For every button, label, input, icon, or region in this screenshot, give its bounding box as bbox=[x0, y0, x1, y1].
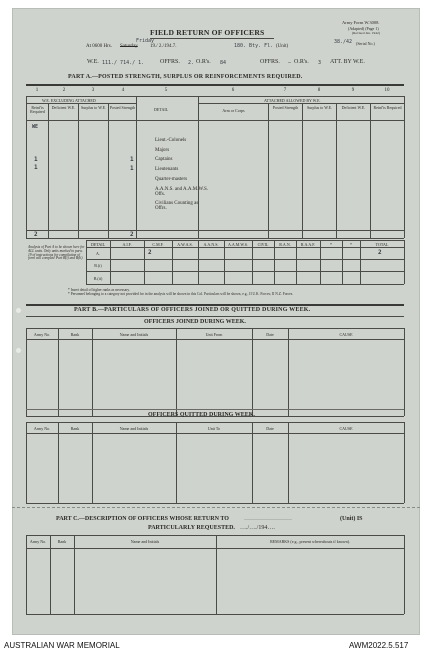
day-typed: Friday bbox=[136, 38, 155, 44]
grid-line bbox=[404, 422, 405, 503]
grid-line bbox=[404, 96, 405, 238]
grid-line bbox=[404, 328, 405, 416]
col-number: 8 bbox=[317, 88, 321, 93]
grid-line bbox=[26, 535, 404, 536]
grid-line bbox=[198, 96, 199, 238]
col-number: 3 bbox=[91, 88, 95, 93]
arm-corps-header: Arm or Corps bbox=[222, 108, 245, 113]
offrs-value: 2. bbox=[188, 60, 195, 66]
col-number: 7 bbox=[283, 88, 287, 93]
grid-line bbox=[26, 614, 404, 615]
offrs-att-label: OFFRS. bbox=[260, 59, 280, 65]
analysis-col-header: CIVIL bbox=[257, 242, 269, 247]
col-number: 4 bbox=[121, 88, 125, 93]
grid-line bbox=[216, 535, 217, 614]
grid-line bbox=[268, 103, 269, 238]
part-c-title-line2: PARTICULARLY REQUESTED. bbox=[148, 525, 235, 531]
ors-label: O.R's. bbox=[196, 59, 211, 65]
reinf-att-header: Reinf'ts Required bbox=[373, 105, 402, 110]
analysis-detail-header: DETAIL bbox=[90, 242, 106, 247]
reinf-entry: WE bbox=[32, 124, 39, 130]
grid-line bbox=[26, 535, 27, 614]
grid-line bbox=[48, 103, 49, 238]
offrs-att-value: – bbox=[288, 60, 292, 66]
time-label: At 0600 Hrs. bbox=[86, 44, 112, 49]
date-value: 19./ 2./194.7. bbox=[150, 44, 177, 49]
grid-line bbox=[176, 328, 177, 416]
grid-line bbox=[74, 535, 75, 614]
analysis-row-label: B.(ii) bbox=[93, 276, 103, 281]
analysis-aif-value: 2 bbox=[148, 249, 152, 256]
grid-line bbox=[252, 422, 253, 503]
part-a-rule bbox=[26, 84, 404, 86]
footer-accession-number: AWM2022.5.517 bbox=[349, 641, 409, 650]
analysis-col-header: A.A.M.W.S. bbox=[228, 242, 248, 247]
quitted-col-header: Date bbox=[266, 426, 274, 431]
we-label: W.E. bbox=[87, 59, 99, 65]
grid-line bbox=[252, 328, 253, 416]
rank-label: Quarter-masters bbox=[155, 177, 188, 182]
grid-line bbox=[26, 328, 27, 416]
part-c-col-header: REMARKS (e.g., present whereabouts if known). bbox=[270, 539, 350, 544]
analysis-row-label: B.(i) bbox=[94, 263, 102, 268]
fold-crease bbox=[12, 507, 420, 508]
grid-line bbox=[86, 247, 404, 248]
col-number: 1 bbox=[35, 88, 39, 93]
grid-line bbox=[26, 328, 404, 329]
grid-line bbox=[108, 103, 109, 238]
offrs-label: OFFRS. bbox=[160, 59, 180, 65]
col1-entry: 1 bbox=[34, 156, 38, 163]
col4-total: 2 bbox=[130, 231, 134, 238]
col4-entry: 1 bbox=[130, 165, 134, 172]
unit-value: 180. Bty. Fl. bbox=[234, 43, 274, 49]
punch-hole bbox=[16, 348, 21, 353]
analysis-col-header: TOTAL bbox=[375, 242, 389, 247]
grid-line bbox=[58, 422, 59, 503]
army-form-adapted: (Adapted) (Page 1) bbox=[348, 26, 379, 31]
part-c-date: …./…./194…. bbox=[240, 525, 275, 531]
title-underline bbox=[150, 38, 274, 39]
col4-entry: 1 bbox=[130, 156, 134, 163]
deficient-att-header: Deficient W.E. bbox=[341, 105, 366, 110]
col-number: 10 bbox=[384, 88, 390, 93]
footer-credit: AUSTRALIAN WAR MEMORIAL bbox=[4, 641, 120, 650]
grid-line bbox=[26, 230, 404, 231]
joined-col-header: CAUSE bbox=[339, 332, 353, 337]
part-b-title: PART B.—PARTICULARS OF OFFICERS JOINED OR QUITTED DURING WEEK. bbox=[74, 307, 311, 313]
grid-line bbox=[26, 548, 404, 549]
ors-att-label: O.R's. bbox=[294, 59, 309, 65]
grid-line bbox=[78, 103, 79, 238]
grid-line bbox=[26, 96, 27, 238]
grid-line bbox=[26, 316, 404, 317]
att-label: ATT. BY W.E. bbox=[330, 59, 365, 65]
grid-line bbox=[26, 409, 404, 410]
grid-line bbox=[176, 422, 177, 503]
joined-col-header: Rank bbox=[70, 332, 80, 337]
grid-line bbox=[26, 422, 404, 423]
quitted-col-header: Army No. bbox=[33, 426, 51, 431]
analysis-col-header: * bbox=[330, 242, 332, 247]
quitted-title: OFFICERS QUITTED DURING WEEK. bbox=[148, 412, 255, 418]
rank-label: Majors bbox=[155, 148, 170, 153]
quitted-col-header: CAUSE bbox=[339, 426, 353, 431]
grid-line bbox=[50, 535, 51, 614]
grid-line bbox=[58, 328, 59, 416]
grid-line bbox=[92, 422, 93, 503]
part-c-title: PART C.—DESCRIPTION OF OFFICERS WHOSE RETURN TO bbox=[56, 516, 229, 522]
serial-value: 38./42 bbox=[334, 39, 353, 45]
analysis-col-header: A.A.N.S. bbox=[203, 242, 219, 247]
grid-line bbox=[86, 284, 404, 285]
grid-line bbox=[26, 503, 404, 504]
serial-label: (Serial No.) bbox=[356, 41, 375, 46]
analysis-col-header: A.W.A.S. bbox=[177, 242, 193, 247]
footnote: * Insert detail of higher ranks as necessary. bbox=[68, 288, 130, 292]
joined-col-header: Army No. bbox=[33, 332, 51, 337]
analysis-total-value: 2 bbox=[378, 249, 382, 256]
grid-line bbox=[336, 103, 337, 238]
grid-line bbox=[92, 328, 93, 416]
posted-strength-att-header: Posted Strength bbox=[272, 105, 299, 110]
grid-line bbox=[370, 103, 371, 238]
part-c-col-header: Name and Initials bbox=[130, 539, 160, 544]
surplus-header: Surplus to W.E. bbox=[80, 105, 107, 110]
footnote: * Personnel belonging to a category not provided for in the analysis will be shown in this Col. Particulars will be shown, e.g., II U.K. Forces; II N.Z. Forces. bbox=[68, 292, 294, 296]
grid-line bbox=[26, 433, 404, 434]
col-number: 5 bbox=[164, 88, 168, 93]
grid-line bbox=[288, 422, 289, 503]
analysis-col-header: R.A.N. bbox=[279, 242, 291, 247]
grid-line bbox=[86, 240, 404, 241]
col-number: 2 bbox=[62, 88, 66, 93]
joined-col-header: Unit From bbox=[205, 332, 223, 337]
col-number: 9 bbox=[351, 88, 355, 93]
col1-total: 2 bbox=[34, 231, 38, 238]
grid-line bbox=[198, 103, 404, 104]
col1-entry: 1 bbox=[34, 164, 38, 171]
form-title: FIELD RETURN OF OFFICERS bbox=[150, 28, 265, 37]
posted-strength-header: Posted Strength bbox=[109, 105, 136, 110]
analysis-col-header: R.A.A.F. bbox=[300, 242, 316, 247]
rank-label: Civilians Counting as Offrs. bbox=[155, 201, 199, 212]
form-sheet bbox=[12, 8, 420, 635]
quitted-col-header: Name and Initials bbox=[119, 426, 149, 431]
grid-line bbox=[404, 240, 405, 284]
punch-hole bbox=[16, 308, 21, 313]
joined-col-header: Date bbox=[266, 332, 274, 337]
grid-line bbox=[302, 103, 303, 238]
grid-line bbox=[26, 103, 136, 104]
we-value: 111./ 714./ 1. bbox=[102, 60, 145, 66]
day-struck: Saturday bbox=[120, 44, 138, 49]
part-b-rule bbox=[26, 304, 404, 306]
joined-col-header: Name and Initials bbox=[119, 332, 149, 337]
part-a-title: PART A.—POSTED STRENGTH, SURPLUS OR REINFORCEMENTS REQUIRED. bbox=[68, 74, 303, 80]
rank-label: A.A.N.S. and A.A.M.W.S. Offs. bbox=[155, 187, 209, 198]
ors-att-value: 3 bbox=[318, 60, 322, 66]
unit-label: (Unit) bbox=[276, 44, 289, 49]
part-c-unit-suffix: (Unit) IS bbox=[340, 516, 363, 522]
grid-line bbox=[26, 422, 27, 503]
analysis-note: Analysis of Part A to be shown here for ALL units. Only units marked in para. 19 of instructions for compilation of form will complete Part B(i) and B(ii). bbox=[28, 245, 85, 261]
part-c-col-header: Rank bbox=[57, 539, 67, 544]
part-c-col-header: Army No. bbox=[29, 539, 47, 544]
analysis-col-header: C.M.F. bbox=[152, 242, 164, 247]
grid-line bbox=[288, 328, 289, 416]
quitted-col-header: Unit To bbox=[207, 426, 221, 431]
ors-value: 84 bbox=[220, 60, 227, 66]
reinf-required-header: Reinf'ts Required bbox=[30, 105, 45, 115]
rank-label: Lieutenants bbox=[155, 167, 179, 172]
grid-line bbox=[404, 535, 405, 614]
army-form-number: Army Form W.3008. bbox=[342, 20, 380, 25]
rank-label: Captains bbox=[155, 157, 173, 162]
analysis-row-label: A. bbox=[96, 251, 100, 256]
surplus-att-header: Surplus to W.E. bbox=[306, 105, 333, 110]
grid-line bbox=[86, 259, 404, 260]
we-excluding-header: W.E. EXCLUDING ATTACHED bbox=[42, 98, 96, 103]
quitted-col-header: Rank bbox=[70, 426, 80, 431]
grid-line bbox=[86, 271, 404, 272]
analysis-col-header: A.I.F. bbox=[122, 242, 132, 247]
attached-allowed-header: ATTACHED ALLOWED BY W.E. bbox=[264, 98, 321, 103]
grid-line bbox=[26, 120, 404, 121]
analysis-col-header: * bbox=[350, 242, 352, 247]
joined-title: OFFICERS JOINED DURING WEEK. bbox=[144, 319, 246, 325]
army-form-revised: (Revised Jan. 1942) bbox=[352, 31, 380, 35]
col-number: 6 bbox=[231, 88, 235, 93]
grid-line bbox=[136, 96, 137, 238]
detail-header: DETAIL bbox=[154, 107, 169, 112]
grid-line bbox=[26, 339, 404, 340]
part-c-unit-blank: …………………… bbox=[244, 516, 292, 522]
grid-line bbox=[26, 96, 404, 97]
deficient-header: Deficient W.E. bbox=[51, 105, 76, 110]
grid-line bbox=[26, 238, 404, 239]
rank-label: Lieut.-Colonels bbox=[155, 138, 187, 143]
